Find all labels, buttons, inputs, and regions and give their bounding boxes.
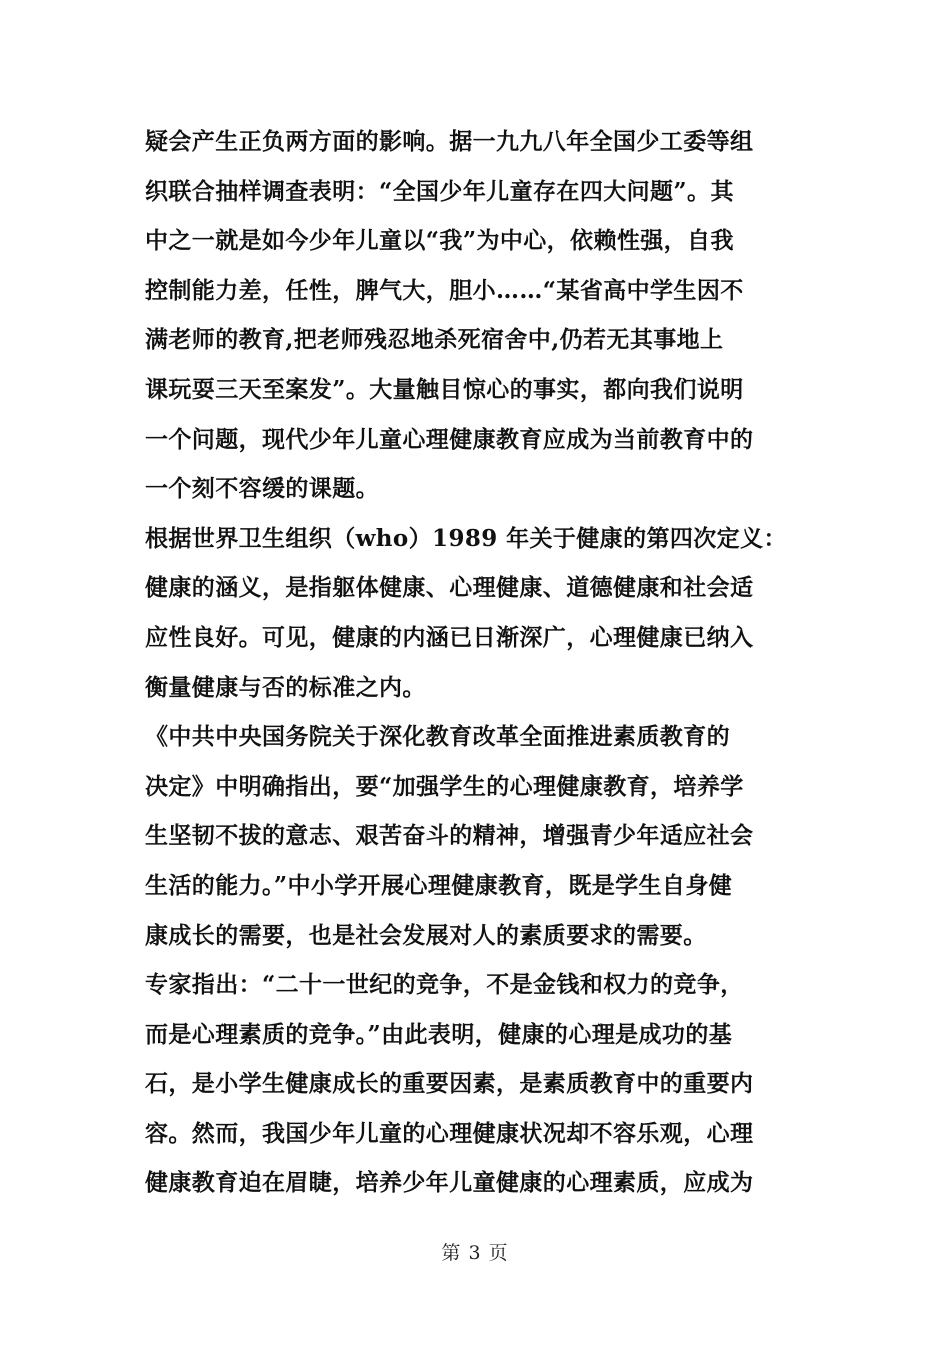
text-line: 课玩耍三天至案发”。大量触目惊心的事实，都向我们说明: [145, 375, 744, 403]
text-line: 容。然而，我国少年儿童的心理健康状况却不容乐观，心理: [145, 1119, 754, 1147]
text-line: 一个刻不容缓的课题。: [145, 475, 379, 503]
text-line: 石，是小学生健康成长的重要因素，是素质教育中的重要内: [145, 1070, 754, 1098]
text-line: 而是心理素质的竞争。”由此表明，健康的心理是成功的基: [145, 1020, 733, 1048]
text-line: 满老师的教育,把老师残忍地杀死宿舍中,仍若无其事地上: [145, 326, 724, 354]
text-line: 织联合抽样调查表明：“全国少年儿童存在四大问题”。其: [145, 177, 734, 205]
text-line: 应性良好。可见，健康的内涵已日渐深广，心理健康已纳入: [145, 623, 754, 651]
paragraph-3: [145, 712, 810, 960]
text-line: 生坚韧不拔的意志、艰苦奋斗的精神，增强青少年适应社会: [145, 822, 754, 850]
paragraph-2: [145, 514, 810, 712]
document-body: [145, 117, 810, 1208]
text-line: 《中共中央国务院关于深化教育改革全面推进素质教育的: [145, 723, 730, 751]
page-number: 第 3 页: [441, 1242, 509, 1264]
text-line: 控制能力差，任性，脾气大，胆小……“某省高中学生因不: [145, 276, 744, 304]
paragraph-1: [145, 117, 810, 514]
text-line: 专家指出：“二十一世纪的竞争，不是金钱和权力的竞争，: [145, 971, 744, 999]
text-line: 中之一就是如今少年儿童以“我”为中心，依赖性强，自我: [145, 227, 734, 255]
text-line: 健康的涵义，是指躯体健康、心理健康、道德健康和社会适: [145, 574, 754, 602]
text-line: 生活的能力。”中小学开展心理健康教育，既是学生自身健: [145, 871, 733, 899]
text-line: 健康教育迫在眉睫，培养少年儿童健康的心理素质，应成为: [145, 1169, 754, 1197]
text-line: 疑会产生正负两方面的影响。据一九九八年全国少工委等组: [145, 128, 754, 155]
paragraph-4: [145, 960, 810, 1208]
text-line: 衡量健康与否的标准之内。: [145, 673, 426, 701]
text-line: 康成长的需要，也是社会发展对人的素质要求的需要。: [145, 921, 707, 949]
text-line: 决定》中明确指出，要“加强学生的心理健康教育，培养学: [145, 772, 744, 800]
text-line: 根据世界卫生组织（who）1989 年关于健康的第四次定义：: [145, 524, 787, 552]
text-line: 一个问题，现代少年儿童心理健康教育应成为当前教育中的: [145, 425, 754, 453]
